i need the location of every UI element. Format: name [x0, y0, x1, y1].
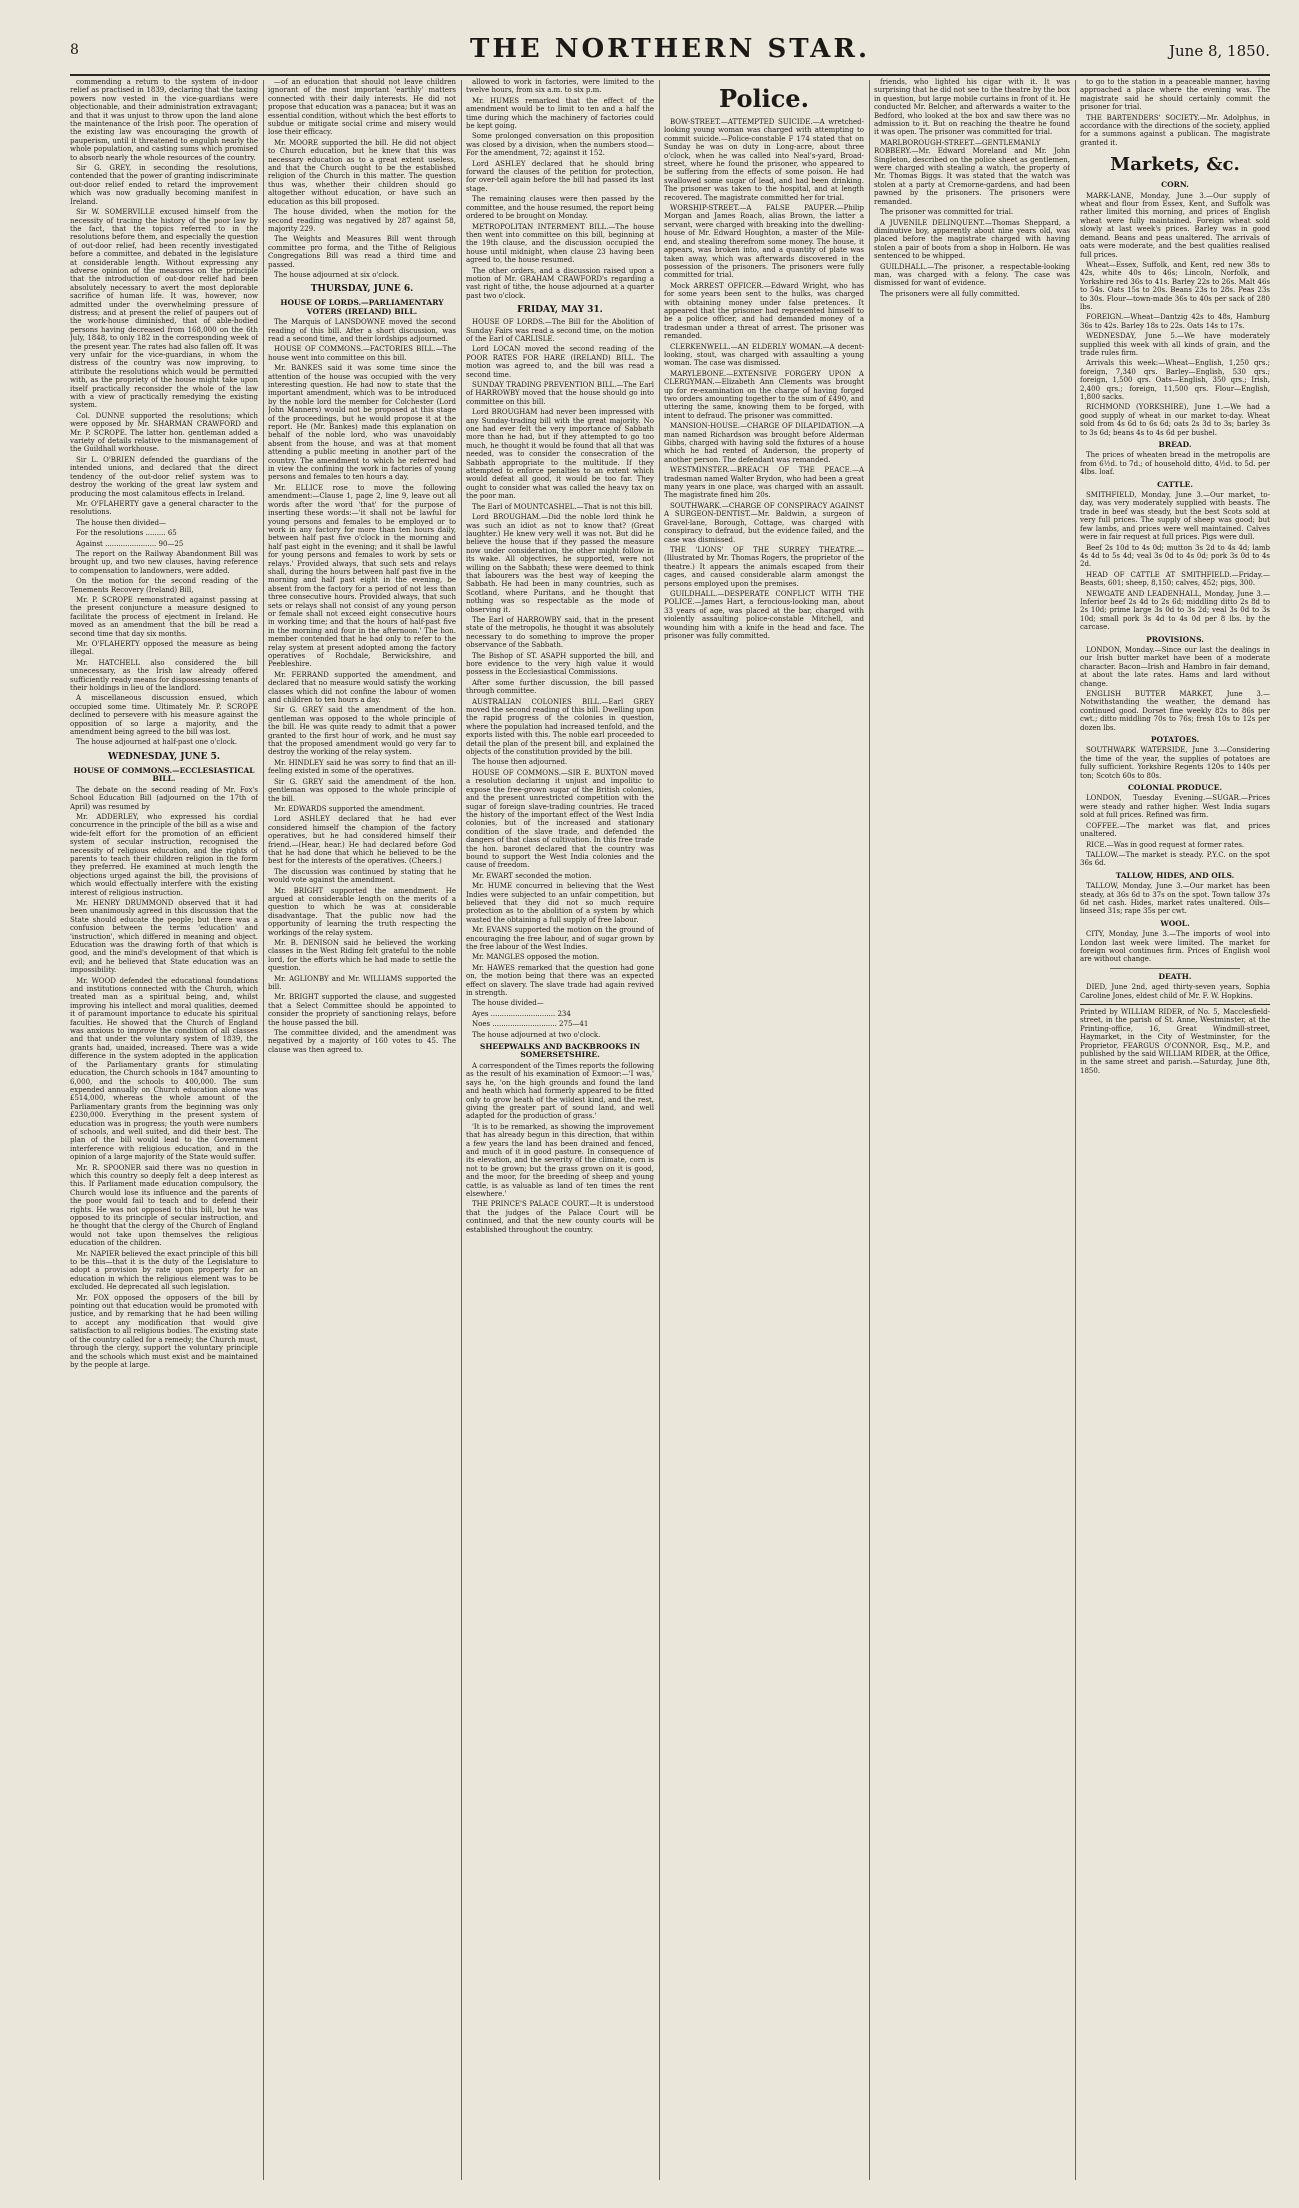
paragraph: Wheat—Essex, Suffolk, and Kent, red new 38s to 42s, white 40s to 46s; Lincoln, Norfolk, and Yorkshire red 36s to 41s. Barley 22s to 26s. Malt 46s to 54s. Oats 15s to 20s. Beans 23s to 28s. Peas 23s to 30s. Flour—town-made 36s to 40s per sack of 280 lbs. [1080, 260, 1270, 311]
paragraph: The Earl of MOUNTCASHEL.—That is not this bill. [472, 502, 653, 511]
death-heading: DEATH. [1158, 971, 1192, 981]
markets-section-title: Markets, &c. [1110, 154, 1240, 176]
paragraph: Sir L. O'BRIEN defended the guardians of the intended unions, and declared that the direct tendency of the out-door relief system was to destroy the working of the great law system and producing the most calamitous effects in Ireland. [70, 455, 258, 498]
paragraph: Mr. BRIGHT supported the clause, and suggested that a Select Committee should be appointed to consider the propriety of sanctioning relays, before the house passed the bill. [268, 993, 456, 1027]
paragraph: HOUSE OF COMMONS.—SIR E. BUXTON moved a resolution declaring it unjust and impolitic to expose the free-grown sugar of the British colonies, and the present unrestricted competition with the sugar of foreign slave-trading countries. He traced the history of the important effect of the West India colonies, but of the increased and stationary condition of the slave trade, and defended the dangers of that class of cultivation. In this free trade the hon. baronet declared that the country was bound to support the West India colonies and the cause of freedom. [466, 768, 654, 870]
paragraph: Mr. EVANS supported the motion on the ground of encouraging the free labour, and of sugar grown by the free labour of the West Indies. [466, 926, 654, 951]
paragraph: The house adjourned at half-past one o'clock. [76, 738, 238, 747]
paragraph: GUILDHALL.—DESPERATE CONFLICT WITH THE POLICE.—James Hart, a ferocious-looking man, about 33 years of age, was placed at the bar, charged with violently assaulting police-constable Mitchell, and wounding him with a knife in the head and face. The prisoner was fully committed. [664, 589, 864, 640]
paragraph: Mr. O'FLAHERTY gave a general character to the resolutions. [70, 499, 258, 517]
paragraph: The other orders, and a discussion raised upon a motion of Mr. GRAHAM CRAWFORD's regarding a vast right of tithe, the house adjourned at a quarter past two o'clock. [466, 266, 654, 300]
paragraph: Col. DUNNE supported the resolutions; which were opposed by Mr. SHARMAN CRAWFORD and Mr. P. SCROPE. The latter hon. gentleman added a variety of details relative to the mismanagement of the Guildhall workhouse. [70, 411, 258, 454]
paragraph: Lord ASHLEY declared that he should bring forward the clauses of the petition for protection, for over-tell again before the bill had passed its last stage. [466, 159, 654, 193]
paragraph: MARYLEBONE.—EXTENSIVE FORGERY UPON A CLERGYMAN.—Elizabeth Ann Clements was brought up for re-examination on the charge of having forged two orders amounting together to the sum of £490, and uttering the same, knowing them to be forged, with intent to defraud. The prisoner was committed. [664, 369, 864, 420]
paragraph: The prices of wheaten bread in the metropolis are from 6½d. to 7d.; of household ditto, 4½d. to 5d. per 4lbs. loaf. [1080, 451, 1270, 477]
provisions-heading: PROVISIONS. [1146, 634, 1204, 644]
paragraph: Mr. BANKES said it was some time since the attention of the house was occupied with the very interesting question. He had now to state that the important amendment, which was to be introduced by the noble lord the member for Colchester (Lord John Manners) would not be proposed at this stage of the proceedings, but he would propose it at the report. He (Mr. Bankes) made this explanation on behalf of the noble lord, who was unavoidably absent from the house, and was at that moment attending a public meeting in another part of the country. The amendment to which he referred had in view the confining the work in factories of young persons and females to ten hours a day. [268, 364, 456, 482]
paragraph: Some prolonged conversation on this proposition was closed by a division, when the numbers stood—For the amendment, 72; against it 152. [466, 132, 654, 158]
paragraph: The Weights and Measures Bill went through committee pro forma, and the Tithe of Religious Congregations Bill was read a third time and passed. [268, 235, 456, 269]
section-subheading: SHEEPWALKS AND BACKBROOKS IN SOMERSETSHIRE. [479, 1042, 641, 1060]
printer-imprint: Printed by WILLIAM RIDER, of No. 5, Macclesfield-street, in the parish of St. Anne, Westminster, at the Printing-office, 16, Great Windmill-street, Haymarket, in the City of Westminster, for the Proprietor, FEARGUS O'CONNOR, Esq., M.P., and published by the said WILLIAM RIDER, at the Office, in the same street and parish.—Saturday, June 8th, 1850. [1080, 1004, 1270, 1075]
paragraph: CLERKENWELL.—AN ELDERLY WOMAN.—A decent-looking, stout, was charged with assaulting a young woman. The case was dismissed. [664, 342, 864, 368]
paragraph: Mr. AGLIONBY and Mr. WILLIAMS supported the bill. [268, 974, 456, 992]
paragraph: to go to the station in a peaceable manner, having approached a place where the evening was. The magistrate said he should certainly commit the prisoner for trial. [1080, 78, 1270, 112]
paragraph: RICHMOND (YORKSHIRE), June 1.—We had a good supply of wheat in our market to-day. Wheat sold from 4s 6d to 6s 6d; oats 2s 3d to 3s; barley 3s to 3s 6d; beans 4s to 4s 6d per bushel. [1080, 403, 1270, 437]
paragraph: MARLBOROUGH-STREET.—GENTLEMANLY ROBBERY.—Mr. Edward Moreland and Mr. John Singleton, described on the police sheet as gentlemen, were charged with stealing a watch, the property of Mr. Thomas Biggs. It was stated that the watch was stolen at a party at Cremorne-gardens, and had been pawned by the prisoners. The prisoners were remanded. [874, 138, 1070, 206]
paragraph: A correspondent of the Times reports the following as the result of his examination of Exmoor:—'I was,' says he, 'on the high grounds and found the land and heath which had formerly appeared to be fitted only to grow heath of the wildest kind, and the rest, giving the greater part of sound land, and well adapted for the production of grass.' [466, 1061, 654, 1121]
column-3 [466, 78, 654, 2178]
paragraph: THE 'LIONS' OF THE SURREY THEATRE.—(Illustrated by Mr. Thomas Rogers, the proprietor of the theatre.) It appears the animals escaped from their cages, and caused considerable alarm amongst the persons employed upon the premises. [664, 545, 864, 588]
paragraph: Lord BROUGHAM.—Did the noble lord think he was such an idiot as not to know that? (Great laughter.) He knew very well it was not. But did he believe the house that if they passed the measure now under consideration, the other might follow in its wake. All objectives, he supported, were not willing on the Sabbath; these were deemed to think that labourers was the best way of keeping the Sabbath. He had been in many countries, such as Scotland, where Puritans, and he thought that nothing was so respectable as the mode of observing it. [466, 513, 654, 614]
paragraph: HEAD OF CATTLE AT SMITHFIELD.—Friday.—Beasts, 601; sheep, 8,150; calves, 452; pigs, 300. [1080, 570, 1270, 588]
paragraph: NEWGATE AND LEADENHALL, Monday, June 3.—Inferior beef 2s 4d to 2s 6d; middling ditto 2s 8d to 2s 10d; prime large 3s 0d to 3s 2d; veal 3s 0d to 3s 10d; small pork 3s 4d to 4s 0d per 8 lbs. by the carcase. [1080, 589, 1270, 632]
corn-heading: CORN. [1161, 180, 1189, 190]
division-line: Ayes ............................. 234 [472, 1009, 571, 1018]
paragraph: Mr. NAPIER believed the exact principle of this bill to be this—that it is the duty of the Legislature to adopt a provision by rate upon property for an education in which the religious element was to be excluded. He deprecated all such legislation. [70, 1249, 258, 1292]
paragraph: The Marquis of LANSDOWNE moved the second reading of this bill. After a short discussion, was read a second time, and their lordships adjourned. [268, 318, 456, 343]
paragraph: Mr. O'FLAHERTY opposed the measure as being illegal. [70, 640, 258, 657]
paragraph: WORSHIP-STREET.—A FALSE PAUPER.—Philip Morgan and James Roach, alias Brown, the latter a servant, were charged with breaking into the dwelling-house of Mr. Edward Houghton, a master of the Mile-end, and stealing therefrom some money. The house, it appears, was broken into, and a quantity of plate was taken away, which was afterwards discovered in the possession of the prisoners. The prisoners were fully committed for trial. [664, 204, 864, 280]
police-section-title: Police. [719, 84, 809, 113]
paragraph: Sir G. GREY said the amendment of the hon. gentleman was opposed to the whole principle of the bill. He was quite ready to admit that a power granted to the first hour of work, and he must say that the proposed amendment would go very far to destroy the working of the relay system. [268, 706, 456, 757]
paragraph: commending a return to the system of in-door relief as practised in 1839, declaring that the taxing powers now vested in the vice-guardians were objectionable, and their administration extravagant; and that it was unjust to throw upon the land alone the maintenance of the Irish poor. The operation of the existing law was encouraging the growth of pauperism, until it threatened to engulph nearly the whole population, and casting sums which promised to absorb nearly the whole resources of the country. [70, 78, 258, 162]
paragraph: The house divided— [472, 999, 544, 1008]
paragraph: After some further discussion, the bill passed through committee. [466, 678, 654, 696]
paragraph: The report on the Railway Abandonment Bill was brought up, and two new clauses, having reference to compensation to landowners, were added. [70, 549, 258, 575]
column-4 [664, 78, 864, 2178]
col1-body [70, 78, 258, 747]
paragraph: COFFEE.—The market was flat, and prices unaltered. [1080, 821, 1270, 839]
paragraph: Lord ASHLEY declared that he had ever considered himself the champion of the factory operatives, but he had considered himself their friend.—(Hear, hear.) He had declared before God that he had done that which he believed to be the best for the interests of the operatives. (Cheers.) [268, 815, 456, 866]
paragraph: Mr. B. DENISON said he believed the working classes in the West Riding felt grateful to the noble lord, for the efforts which he had made to settle the question. [268, 939, 456, 973]
paragraph: TALLOW.—The market is steady. P.Y.C. on the spot 36s 6d. [1080, 850, 1270, 868]
paragraph: A miscellaneous discussion ensued, which occupied some time. Ultimately Mr. P. SCROPE declined to persevere with his measure against the opposition of so large a majority, and the amendment being agreed to the bill was lost. [70, 694, 258, 737]
column-5 [874, 78, 1070, 2178]
paragraph: 'It is to be remarked, as showing the improvement that has already begun in this direction, that within a few years the land has been drained and fenced, and much of it in good pasture. In consequence of its elevation, and the severity of the climate, corn is not to be grown; but the grass grown on it is good, and the moor, for the breeding of sheep and young cattle, is as valuable as land of ten times the rent elsewhere.' [466, 1122, 654, 1198]
paragraph: The house adjourned at six o'clock. [274, 270, 400, 279]
division-line: Against ....................... 90—25 [76, 539, 184, 548]
paragraph: GUILDHALL.—The prisoner, a respectable-looking man, was charged with a felony. The case was dismissed for want of evidence. [874, 262, 1070, 288]
col1-body-2 [70, 786, 258, 1370]
paragraph: RICE.—Was in good request at former rates. [1086, 840, 1245, 849]
paragraph: The debate on the second reading of Mr. Fox's School Education Bill (adjourned on the 17th of April) was resumed by [70, 785, 258, 811]
divider [1110, 968, 1240, 969]
paragraph: SMITHFIELD, Monday, June 3.—Our market, to-day, was very moderately supplied with beasts. The trade in beef was steady, but the best Scots sold at very full prices. The supply of sheep was good; but few lambs, and prices were well maintained. Calves were in fair request at full prices. Pigs were dull. [1080, 491, 1270, 542]
paragraph: The house then divided— [76, 518, 166, 527]
paragraph: Mock ARREST OFFICER.—Edward Wright, who has for some years been sent to the hulks, was charged with obtaining money under false pretences. It appeared that the prisoner had represented himself to be a police officer, and had demanded money of a tradesman under a threat of arrest. The prisoner was remanded. [664, 281, 864, 341]
paragraph: Sir G. GREY, in seconding the resolutions, contended that the power of granting indiscriminate out-door relief ended to retard the improvement which was now gradually becoming manifest in Ireland. [70, 164, 258, 206]
paragraph: FOREIGN.—Wheat—Dantzig 42s to 48s, Hamburg 36s to 42s. Barley 18s to 22s. Oats 14s to 17s. [1080, 313, 1270, 330]
division-line: For the resolutions ......... 65 [76, 529, 177, 538]
paragraph: BOW-STREET.—ATTEMPTED SUICIDE.—A wretched-looking young woman was charged with attempting to commit suicide.—Police-constable F 174 stated that on Sunday he was on duty in Long-acre, about three o'clock, when he was called into Neal's-yard, Broad-street, where he found the prisoner, who appeared to be suffering from the effects of some poison. He had swallowed some sugar of lead, and had been drinking. The prisoner was taken to the hospital, and at length recovered. The magistrate committed her for trial. [664, 118, 864, 202]
column-divider [869, 80, 870, 2180]
paragraph: A JUVENILE DELINQUENT.—Thomas Sheppard, a diminutive boy, apparently about nine years old, was placed before the magistrate charged with having stolen a pair of boots from a shop in Holborn. He was sentenced to be whipped. [874, 218, 1070, 261]
paragraph: Mr. FERRAND supported the amendment, and declared that no measure would satisfy the working classes which did not confine the labour of women and children to ten hours a day. [268, 670, 456, 705]
paragraph: The Bishop of ST. ASAPH supported the bill, and bore evidence to the very high value it would possess in the Ecclesiastical Commissions. [466, 651, 654, 677]
paragraph: —of an education that should not leave children ignorant of the most important 'earthly' matters connected with their daily interests. He did not propose that education was a panacea; but it was an essential condition, without which the best efforts to subdue or mitigate social crime and misery would lose their efficacy. [268, 78, 456, 137]
paragraph: CITY, Monday, June 3.—The imports of wool into London last week were limited. The market for foreign wool continues firm. Prices of English wool are without change. [1080, 930, 1270, 964]
paragraph: allowed to work in factories, were limited to the twelve hours, from six a.m. to six p.m. [466, 78, 654, 95]
paragraph: The prisoners were all fully committed. [880, 289, 1020, 298]
section-subheading: HOUSE OF COMMONS.—ECCLESIASTICAL BILL. [73, 765, 255, 784]
paragraph: WEDNESDAY, June 5.—We have moderately supplied this week with all kinds of grain, and the trade rules firm. [1080, 332, 1270, 357]
paragraph: The remaining clauses were then passed by the committee, and the house resumed, the report being ordered to be brought on Monday. [466, 195, 654, 221]
column-1 [70, 78, 258, 2178]
paragraph: The committee divided, and the amendment was negatived by a majority of 160 votes to 45. The clause was then agreed to. [268, 1029, 456, 1054]
paragraph: SUNDAY TRADING PREVENTION BILL.—The Earl of HARROWBY moved that the house should go into committee on this bill. [466, 381, 654, 406]
paragraph: SOUTHWARK WATERSIDE, June 3.—Considering the time of the year, the supplies of potatoes are fully sufficient. Yorkshire Regents 120s to 140s per ton; Scotch 60s to 80s. [1080, 746, 1270, 780]
colonial-heading: COLONIAL PRODUCE. [1127, 783, 1223, 793]
wool-heading: WOOL. [1160, 918, 1190, 928]
column-divider [659, 80, 660, 2180]
paragraph: The house then adjourned. [472, 758, 568, 767]
section-heading: FRIDAY, MAY 31. [517, 305, 603, 316]
paragraph: Arrivals this week:—Wheat—English, 1,250 qrs.; foreign, 7,340 qrs. Barley—English, 530 qrs.; foreign, 1,500 qrs. Oats—English, 350 qrs.; Irish, 2,400 qrs.; foreign, 11,500 qrs. Flour—English, 1,800 sacks. [1080, 359, 1270, 401]
paragraph: Mr. HAWES remarked that the question had gone on, the motion being that there was an expected effect on slavery. The slave trade had again revived in strength. [466, 963, 654, 998]
paragraph: Mr. EDWARDS supported the amendment. [274, 804, 425, 813]
paragraph: LONDON, Monday.—Since our last the dealings in our Irish butter market have been of a moderate character. Bacon—Irish and Hambro in fair demand, at about the late rates. Hams and lard without change. [1080, 645, 1270, 688]
cattle-heading: CATTLE. [1157, 479, 1193, 489]
paragraph: MARK-LANE, Monday, June 3.—Our supply of wheat and flour from Essex, Kent, and Suffolk was rather limited this morning, and prices of English wheat were fully maintained. Foreign wheat sold slowly at last week's prices. Barley was in good demand. Beans and peas unaltered. The arrivals of oats were moderate, and the best qualities realised full prices. [1080, 191, 1270, 259]
paragraph: Mr. P. SCROPE remonstrated against passing at the present conjuncture a measure designed to facilitate the process of ejectment in Ireland. He moved as an amendment that the bill be read a second time that day six months. [70, 595, 258, 638]
paragraph: On the motion for the second reading of the Tenements Recovery (Ireland) Bill, [70, 577, 258, 594]
bread-heading: BREAD. [1158, 440, 1192, 450]
paragraph: Mr. R. SPOONER said there was no question in which this country so deeply felt a deep interest as this. If Parliament made education compulsory, the Church would lose its influence and the parents of the poor would fail to teach and to defend their rights. He was not opposed to this bill, but he was opposed to its principle of secular instruction, and he thought that the clergy of the Church of England would not take upon themselves the religious education of the children. [70, 1163, 258, 1248]
paragraph: Mr. HINDLEY said he was sorry to find that an ill-feeling existed in some of the operatives. [268, 758, 456, 776]
paragraph: The prisoner was committed for trial. [880, 208, 1014, 217]
paragraph: The Earl of HARROWBY said, that in the present state of the metropolis, he thought it was absolutely necessary to do something to improve the proper observance of the Sabbath. [466, 615, 654, 650]
paragraph: DIED, June 2nd, aged thirty-seven years, Sophia Caroline Jones, eldest child of Mr. F. W. Hopkins. [1080, 983, 1270, 1000]
paragraph: Mr. ELLICE rose to move the following amendment:—Clause 1, page 2, line 9, leave out all words after the word 'that' for the purpose of inserting these words:—'it shall not be lawful for young persons and females to be employed or to work in any factory for more than ten hours daily, between half past five o'clock in the morning and half past eight in the evening; and it shall be lawful for young persons and females to work by sets or relays.' Provided always, that such sets and relays shall, during the hours between half past five in the morning and half past eight in the evening, be absent from the factory for a period of not less than three consecutive hours. Provided always, that such sets or relays shall not consist of any young person or female shall not exceed eight consecutive hours in working time; and that the hours of half-past five in the morning and four in the afternoon.' The hon. member contended that he had only to refer to the relay system at present adopted among the factory operatives of Rochdale, Berwickshire, and Peebleshire. [268, 483, 456, 669]
paragraph: The discussion was continued by stating that he would vote against the amendment. [268, 867, 456, 885]
paragraph: Sir G. GREY said the amendment of the hon. gentleman was opposed to the whole principle of the bill. [268, 777, 456, 803]
masthead [70, 28, 1270, 74]
paragraph: METROPOLITAN INTERMENT BILL.—The house then went into committee on this bill, beginning at the 19th clause, and the discussion occupied the house until midnight, when clause 23 having been agreed to, the house resumed. [466, 222, 654, 265]
paragraph: TALLOW, Monday, June 3.—Our market has been steady, at 36s 6d to 37s on the spot. Town tallow 37s 6d net cash. Hides, market rates unaltered. Oils—linseed 31s; rape 35s per cwt. [1080, 882, 1270, 916]
paragraph: LONDON, Tuesday Evening.—SUGAR.—Prices were steady and rather higher. West India sugars sold at full prices. Refined was firm. [1080, 794, 1270, 820]
paragraph: HOUSE OF LORDS.—The Bill for the Abolition of Sunday Fairs was read a second time, on the motion of the Earl of CARLISLE. [466, 318, 654, 343]
section-subheading: HOUSE OF LORDS.—PARLIAMENTARY VOTERS (IRELAND) BILL. [280, 298, 444, 316]
paragraph: The house adjourned at two o'clock. [472, 1030, 601, 1039]
paragraph: ENGLISH BUTTER MARKET, June 3.—Notwithstanding the weather, the demand has continued good. Dorset fine weekly 82s to 86s per cwt.; ditto middling 70s to 76s; fresh 10s to 12s per dozen lbs. [1080, 690, 1270, 732]
paragraph: Mr. MANGLES opposed the motion. [472, 953, 600, 962]
paragraph: THE PRINCE'S PALACE COURT.—It is understood that the judges of the Palace Court will be continued, and that the new county courts will be established throughout the country. [466, 1200, 654, 1234]
paragraph: The house divided, when the motion for the second reading was negatived by 287 against 58, majority 229. [268, 208, 456, 233]
paragraph: Mr. HENRY DRUMMOND observed that it had been unanimously agreed in this discussion that the State should educate the people; but there was a confusion between the terms 'education' and 'instruction', which differed in meaning and object. Education was the drawing forth of that which is good, and the mind's development of that which is evil; and he believed that State education was an impossibility. [70, 898, 258, 975]
paragraph: Sir W. SOMERVILLE excused himself from the necessity of tracing the history of the poor law by the fact, that the topics referred to in the resolutions before them, and especially the question of out-door relief, had been recently investigated before a committee, and debated in the legislature at considerable length. Without expressing any adverse opinion of the measures on the principle that the introduction of out-door relief had been absolutely necessary to avert the most deplorable sacrifice of human life. It was, however, now admitted under the overwhelming pressure of distress; and at present the relief of paupers out of the work-house diminished, that of able-bodied persons having decreased from 168,000 on the 6th July, 1848, to only 182 in the corresponding week of the present year. The rates had also fallen off. It was very unfair for the vice-guardians, in whom the distress of the country was now improving, to attribute the resolutions which would be permitted with, as the propriety of the house might take upon itself practically reconsider the whole of the law with a view of practically remedying the existing system. [70, 208, 258, 410]
paragraph: Lord LOCAN moved the second reading of the POOR RATES FOR HARE (IRELAND) BILL. The motion was agreed to, and the bill was read a second time. [466, 345, 654, 379]
paragraph: THE BARTENDERS' SOCIETY.—Mr. Adolphus, in accordance with the directions of the society, applied for a summons against a publican. The magistrate granted it. [1080, 113, 1270, 147]
paragraph: Lord BROUGHAM had never been impressed with any Sunday-trading bill with the great majority. No one had ever felt the very importance of Sabbath more than he had, but if they attempted to go too much, he thought it would be found that all that was needed, was to consider the consecration of the Sabbath appropriate to the multitude. If they attempted to enforce penalties to an extent which would defeat all good, it would be too far. They ought to consider what was called the heavy tax on the poor man. [466, 408, 654, 501]
issue-date: June 8, 1850. [1168, 42, 1270, 60]
column-2 [268, 78, 456, 2178]
column-divider [263, 80, 264, 2180]
paragraph: Mr. EWART seconded the motion. [472, 871, 592, 880]
paragraph: Mr. ADDERLEY, who expressed his cordial concurrence in the principle of the bill as a wise and wide-felt effort for the promotion of an efficient system of secular instruction, recognised the necessity of religious education, and the rights of parents to teach their children religion in the form they preferred. He examined at much length the objections urged against the bill, the provisions of which would effectually interfere with the existing interest of religious instruction. [70, 812, 258, 897]
paragraph: Mr. HATCHELL also considered the bill unnecessary, as the Irish law already offered sufficiently ready means for dispossessing tenants of their holdings in lieu of the landlord. [70, 658, 258, 693]
tallow-heading: TALLOW, HIDES, AND OILS. [1115, 870, 1235, 880]
paragraph: Mr. FOX opposed the opposers of the bill by pointing out that education would be promoted with justice, and by remarking that he had been willing to accept any modification that would give satisfaction to all religious bodies. The existing state of the country called for a remedy; the Church must, through the clergy, support the voluntary principle and the schools which must exist and be maintained by the people at large. [70, 1293, 258, 1369]
page-number: 8 [70, 42, 79, 58]
newspaper-title: THE NORTHERN STAR. [469, 34, 871, 64]
masthead-rule [70, 74, 1270, 76]
section-heading: WEDNESDAY, JUNE 5. [108, 751, 220, 762]
column-divider [461, 80, 462, 2180]
paragraph: Mr. WOOD defended the educational foundations and institutions connected with the Church, which treated man as a spiritual being, and, whilst improving his intellect and moral qualities, deemed it of paramount importance to educate his spiritual faculties. He showed that the Church of England was anxious to improve the condition of all classes and that under the voluntary system of 1839, the grants had, unaided, increased. There was a wide difference in the system adopted in the application of the Parliamentary grants for stimulating education, the Church schools in 1847 amounting to 6,000, and the schools to 400,000. The sum expended annually on Church education alone was £514,000, whereas the whole amount of the Parliamentary grants from the beginning was only £230,000. Everything in the present system of education was in progress; the youth were numbers of schools, and well suited, and did their best. The plan of the bill would lead to the Government interference with religious education, and in the opinion of a large majority of the State would suffer. [70, 976, 258, 1162]
paragraph: AUSTRALIAN COLONIES BILL.—Earl GREY moved the second reading of this bill. Dwelling upon the rapid progress of the colonies in question, where the population had increased tenfold, and the exports listed with this. The noble earl proceeded to detail the plan of the present bill, and explained the objects of the constitution provided by the bill. [466, 697, 654, 757]
potatoes-heading: POTATOES. [1150, 735, 1200, 745]
section-heading: THURSDAY, JUNE 6. [310, 284, 414, 295]
paragraph: Mr. MOORE supported the bill. He did not object to Church education, but he knew that this was necessary education as to a great extent useless, and that the Church ought to be the established religion of the Church in this matter. The question thus was, whether their children should go altogether without education, or have such an education as this bill proposed. [268, 138, 456, 206]
paragraph: Beef 2s 10d to 4s 0d; mutton 3s 2d to 4s 4d; lamb 4s 4d to 5s 4d; veal 3s 0d to 4s 0d; pork 3s 0d to 4s 2d. [1080, 543, 1270, 569]
paragraph: WESTMINSTER.—BREACH OF THE PEACE.—A tradesman named Walter Brydon, who had been a great many years in one place, was charged with an assault. The magistrate fined him 20s. [664, 466, 864, 500]
paragraph: Mr. HUMES remarked that the effect of the amendment would be to limit to ten and a half the time during which the machinery of factories could be kept going. [466, 96, 654, 131]
column-6 [1080, 78, 1270, 2178]
paragraph: MANSION-HOUSE.—CHARGE OF DILAPIDATION.—A man named Richardson was brought before Alderman Gibbs, charged with having sold the fixtures of a house which he had rented of Anderson, the property of another person. The defendant was remanded. [664, 422, 864, 464]
column-divider [1075, 80, 1076, 2180]
paragraph: SOUTHWARK.—CHARGE OF CONSPIRACY AGAINST A SURGEON-DENTIST.—Mr. Baldwin, a surgeon of Gravel-lane, Borough, Cottage, was charged with conspiracy to defraud, but the evidence failed, and the case was dismissed. [664, 501, 864, 544]
paragraph: Mr. HUME concurred in believing that the West Indies were subjected to an unfair competition, but believed that they did not so much require protection as to the abolition of a system by which wasted the obtaining a full supply of free labour. [466, 882, 654, 924]
paragraph: Mr. BRIGHT supported the amendment. He argued at considerable length on the merits of a question to which he was at considerable disadvantage. That the public now had the opportunity of learning the truth respecting the workings of the relay system. [268, 886, 456, 937]
paragraph: friends, who lighted his cigar with it. It was surprising that he did not see to the theatre by the box in question, but large mobile curtains in front of it. He conducted Mr. Belcher, and afterwards a waiter to the Bedford, who looked at the box and saw there was no admission to it. But on reaching the theatre he found it was open. The prisoner was committed for trial. [874, 78, 1070, 137]
division-line: Noes ............................. 275—41 [472, 1020, 589, 1029]
paragraph: HOUSE OF COMMONS.—FACTORIES BILL.—The house went into committee on this bill. [268, 345, 456, 362]
